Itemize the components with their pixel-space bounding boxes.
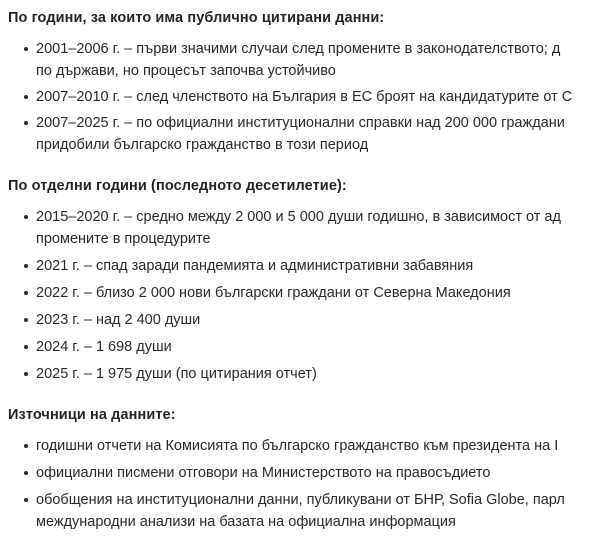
- list-item-line-2: промените в процедурите: [36, 231, 211, 247]
- list-item: [0, 112, 600, 156]
- list-item-line-1: официални писмени отговори на Министерството на правосъдието: [36, 465, 491, 481]
- list-item-line-1: 2007–2025 г. – по официални институционални справки над 200 000 граждани: [36, 115, 565, 131]
- section-data-sources: [0, 405, 600, 533]
- list-item: [0, 363, 600, 385]
- section-title: По години, за които има публично цитирани данни:: [8, 10, 385, 26]
- list-item-line-1: обобщения на институционални данни, публикувани от БНР, Sofia Globe, парл: [36, 492, 565, 508]
- list-item: [0, 282, 600, 304]
- section-years-public-data: [0, 8, 600, 156]
- list-item-line-1: 2024 г. – 1 698 души: [36, 339, 172, 355]
- list-item-line-1: 2021 г. – спад заради пандемията и административни забавяния: [36, 258, 474, 274]
- list-item-line-1: 2007–2010 г. – след членството на България в ЕС броят на кандидатурите от С: [36, 89, 573, 105]
- list-item: [0, 206, 600, 250]
- list-item-line-1: 2023 г. – над 2 400 души: [36, 312, 201, 328]
- section-individual-years: [0, 176, 600, 385]
- bullet-list: [0, 206, 600, 385]
- section-title: По отделни години (последното десетилетие):: [8, 178, 347, 194]
- list-item-line-2: международни анализи на базата на официална информация: [36, 514, 456, 530]
- list-item: [0, 462, 600, 484]
- list-item-line-2: по държави, но процесът започва устойчиво: [36, 63, 336, 79]
- bullet-list: [0, 38, 600, 156]
- list-item-line-1: 2001–2006 г. – първи значими случаи след промените в законодателството; д: [36, 41, 561, 57]
- list-item: [0, 255, 600, 277]
- list-item-line-2: придобили българско гражданство в този период: [36, 137, 369, 153]
- section-title: Източници на данните:: [8, 407, 176, 423]
- list-item-line-1: 2022 г. – близо 2 000 нови български граждани от Северна Македония: [36, 285, 511, 301]
- list-item-line-1: 2025 г. – 1 975 души (по цитирания отчет): [36, 366, 317, 382]
- list-item: [0, 38, 600, 82]
- list-item-line-1: 2015–2020 г. – средно между 2 000 и 5 000 души годишно, в зависимост от ад: [36, 209, 561, 225]
- bullet-list: [0, 435, 600, 533]
- list-item: [0, 435, 600, 457]
- list-item: [0, 336, 600, 358]
- list-item: [0, 309, 600, 331]
- list-item-line-1: годишни отчети на Комисията по българско гражданство към президента на І: [36, 438, 559, 454]
- list-item: [0, 86, 600, 108]
- list-item: [0, 489, 600, 533]
